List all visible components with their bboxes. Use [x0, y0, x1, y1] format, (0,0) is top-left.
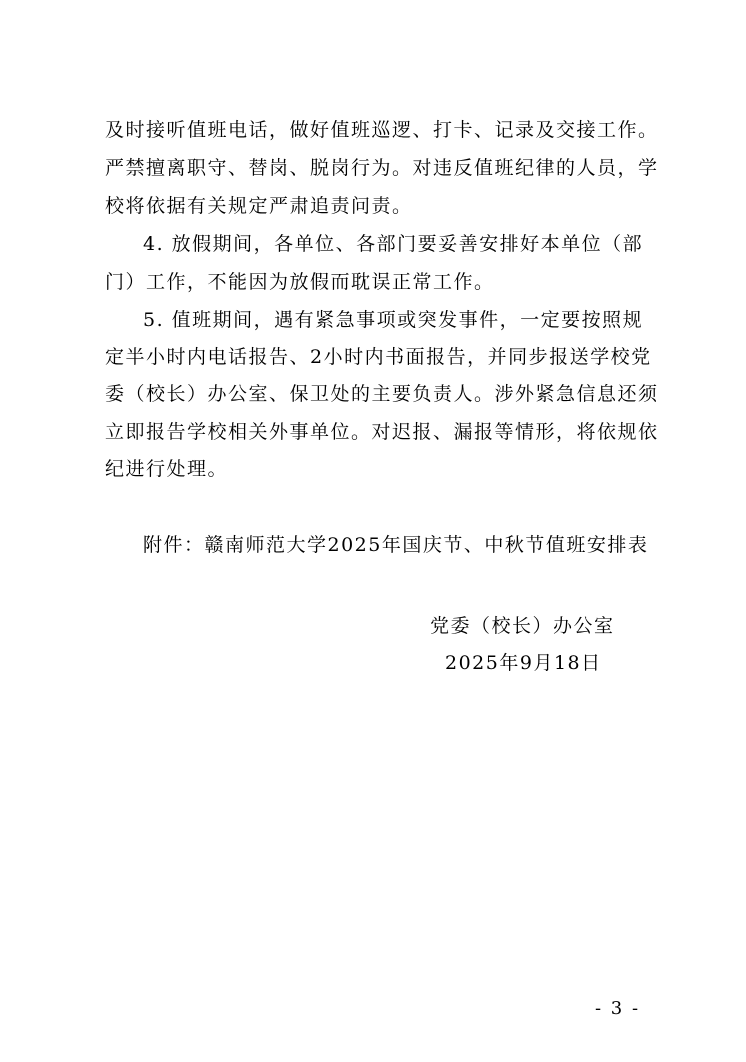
signature-office: 党委（校长）办公室	[430, 615, 615, 637]
paragraph-line: 严禁擅离职守、替岗、脱岗行为。对违反值班纪律的人员，学	[105, 157, 659, 179]
item-5-line: 定半小时内电话报告、2小时内书面报告，并同步报送学校党	[105, 346, 652, 368]
item-4-line: 门）工作，不能因为放假而耽误正常工作。	[105, 271, 495, 293]
signature-date: 2025年9月18日	[445, 652, 602, 674]
item-4-line: 4. 放假期间，各单位、各部门要妥善安排好本单位（部	[143, 233, 644, 255]
item-5-line: 立即报告学校相关外事单位。对迟报、漏报等情形，将依规依	[105, 421, 659, 443]
paragraph-line: 及时接听值班电话，做好值班巡逻、打卡、记录及交接工作。	[105, 119, 659, 141]
page-number: - 3 -	[595, 998, 641, 1019]
item-5-line: 5. 值班期间，遇有紧急事项或突发事件，一定要按照规	[143, 309, 644, 331]
item-5-line: 委（校长）办公室、保卫处的主要负责人。涉外紧急信息还须	[105, 383, 659, 405]
paragraph-line: 校将依据有关规定严肃追责问责。	[105, 195, 413, 217]
attachment-line: 附件：赣南师范大学2025年国庆节、中秋节值班安排表	[143, 534, 649, 556]
item-5-line: 纪进行处理。	[105, 458, 229, 480]
